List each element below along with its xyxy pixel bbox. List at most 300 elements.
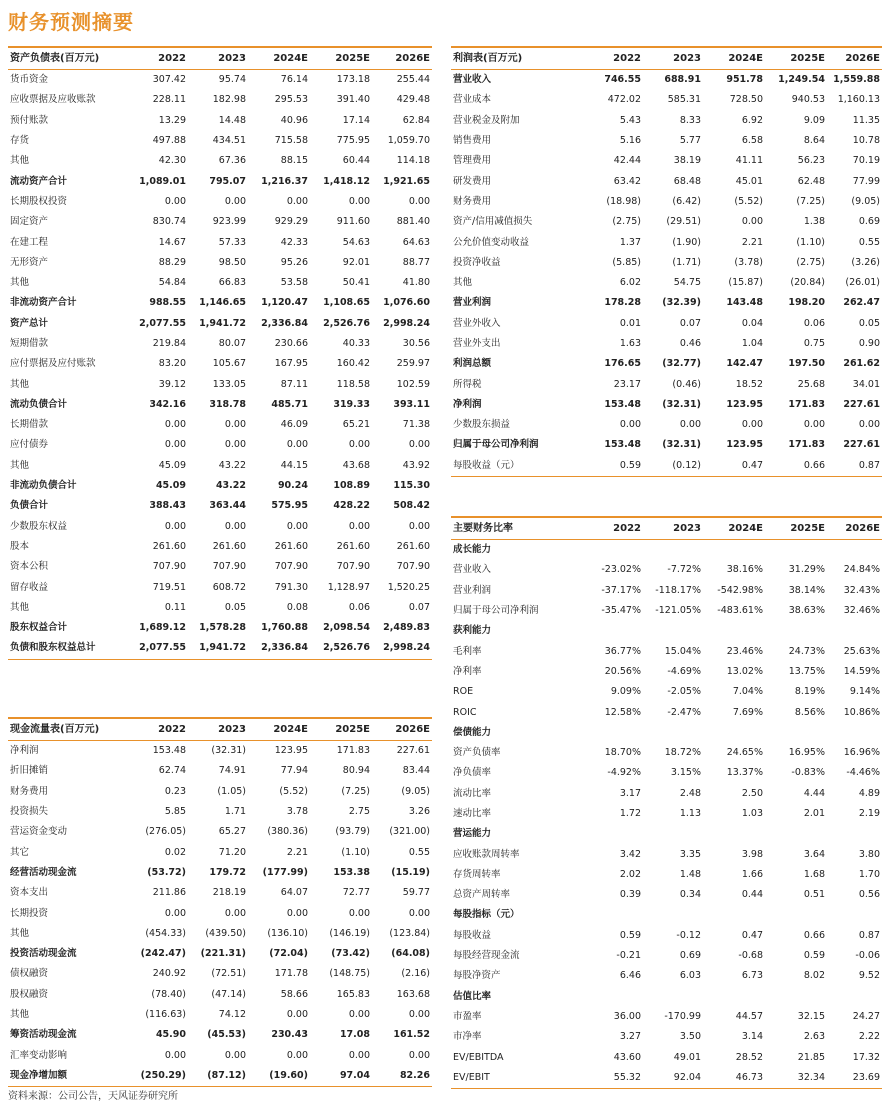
row-label: 其他 [10,601,30,613]
cell-value: 1,108.65 [323,297,370,309]
cell-value: 1.03 [741,808,763,819]
cell-value: 2.63 [803,1031,825,1043]
table-row [451,151,882,171]
cell-value: 0.00 [286,907,308,919]
table-row [451,601,882,621]
cell-value: 42.33 [280,236,308,248]
cell-value: 165.83 [336,988,370,1000]
table-row [8,964,432,984]
cell-value: 1,128.97 [327,581,370,593]
cell-value: 1,941.72 [199,317,246,329]
cell-value: 153.38 [333,866,370,878]
cell-value: 319.33 [333,398,370,410]
cell-value: 95.26 [280,256,308,268]
page-title: 财务预测摘要 [8,10,134,34]
cell-value: 5.16 [619,135,641,147]
cell-value: 6.92 [741,114,763,126]
cell-value: 4.44 [803,787,825,799]
row-label: 净利率 [453,665,482,677]
cell-value [827,621,882,641]
row-label: 营业利润 [453,584,492,596]
header-row [8,718,432,741]
row-label: 归属于母公司净利润 [453,439,539,451]
cell-value: 0.08 [286,601,308,613]
table-row [8,354,432,374]
cell-value: 43.22 [218,459,246,471]
cell-value: 74.12 [218,1009,246,1020]
table-header-title: 资产负债表(百万元) [8,47,128,70]
cell-value: 38.14% [788,584,825,596]
table-row [451,435,882,455]
table-row [8,985,432,1005]
cell-value: 105.67 [212,358,246,370]
cell-value [643,540,703,561]
cell-value: 0.59 [619,929,641,941]
cell-value: 83.44 [402,765,430,777]
cell-value: 0.34 [679,889,701,901]
table-row [451,621,882,641]
cell-value: 318.78 [209,398,246,410]
cell-value: 0.11 [164,601,186,613]
cell-value: 63.42 [613,175,641,187]
row-label: 营业收入 [453,74,492,86]
cell-value: 49.01 [673,1051,701,1063]
cell-value: (0.46) [672,378,701,390]
year-header: 2025E [765,47,827,70]
cell-value: (454.33) [145,927,186,939]
cell-value: 160.42 [336,358,370,370]
row-label: 所得税 [453,378,482,390]
table-row [8,70,432,91]
cell-value: (19.60) [269,1069,308,1081]
cell-value: 70.19 [852,155,880,167]
cell-value: 14.59% [843,665,880,677]
cell-value: 255.44 [396,74,430,86]
cell-value: 0.00 [164,907,186,919]
table-header-title: 主要财务比率 [451,517,577,540]
row-label: 非流动资产合计 [10,297,77,309]
table-row [451,662,882,682]
cell-value: (7.25) [796,195,825,207]
year-header: 2024E [248,47,310,70]
row-label: 估值比率 [453,990,492,1002]
cell-value: 161.52 [393,1029,430,1041]
table-row [8,577,432,597]
cell-value: 23.17 [613,378,641,390]
cell-value: 2,998.24 [383,317,430,329]
cell-value: 988.55 [149,297,186,309]
row-label: 营业利润 [453,297,492,309]
row-label: ROE [453,686,474,698]
row-label: 净负债率 [453,767,492,779]
cell-value [765,621,827,641]
cell-value: (15.87) [728,277,763,289]
cell-value: 1.04 [741,338,763,349]
cell-value: 0.00 [679,419,701,431]
cell-value [827,540,882,561]
row-label: 销售费用 [453,135,492,147]
cell-value: 795.07 [209,175,246,187]
cell-value: (32.39) [662,297,701,309]
table-row [451,865,882,885]
table-row [451,456,882,477]
cell-value: 54.84 [158,277,186,289]
cell-value [643,987,703,1007]
cell-value: 0.00 [348,520,370,532]
cell-value: 66.83 [218,277,246,289]
table-row [451,743,882,763]
cell-value: 1,249.54 [778,74,825,86]
row-label: 市净率 [453,1031,482,1043]
cell-value [643,905,703,925]
cell-value: 2.22 [858,1031,880,1043]
row-label: 其他 [10,1009,30,1020]
cell-value: 0.06 [803,317,825,329]
table-row [8,293,432,313]
cell-value: 23.46% [726,645,763,657]
table-row [8,273,432,293]
cell-value: 17.32 [852,1051,880,1063]
cell-value: 728.50 [729,94,763,106]
cell-value: 2,998.24 [383,642,430,654]
table-row [8,1025,432,1045]
row-label: 应付债券 [10,439,49,451]
cell-value: 1.48 [679,868,701,880]
cell-value: 56.23 [797,155,825,167]
cell-value: (5.85) [612,256,641,268]
cell-value: 0.00 [164,195,186,207]
cell-value: 575.95 [271,500,308,512]
cell-value: 227.61 [396,745,430,757]
cell-value: 13.02% [726,665,763,677]
cell-value: 21.85 [797,1051,825,1063]
cell-value [577,824,643,844]
cell-value: (5.52) [279,785,308,797]
cell-value: 923.99 [212,216,246,228]
cell-value: 87.11 [280,378,308,390]
source-note: 资料来源：公司公告，天风证券研究所 [8,1091,178,1102]
cell-value: 72.77 [342,887,370,899]
table-row [451,682,882,702]
cell-value: 16.96% [843,747,880,759]
table-row [8,111,432,131]
cell-value: (3.26) [851,256,880,268]
cell-value: 3.42 [619,848,641,860]
cell-value: 77.94 [280,765,308,777]
cell-value: 929.29 [274,216,308,228]
table-row [451,253,882,273]
cell-value: (26.01) [845,277,880,289]
cell-value: 0.75 [803,338,825,349]
cell-value: 0.00 [224,419,246,431]
cell-value: 46.73 [735,1071,763,1083]
cell-value: 5.77 [679,135,701,147]
row-label: 投资损失 [10,806,49,818]
cell-value: 1.37 [619,236,641,248]
cell-value: (6.42) [672,195,701,207]
cell-value: 1,160.13 [837,94,880,106]
cell-value: 13.29 [158,114,186,126]
cell-value: 14.48 [218,114,246,126]
cell-value: 1,520.25 [387,581,430,593]
cell-value: 715.58 [274,135,308,147]
year-header: 2022 [128,718,188,741]
cell-value: 3.50 [679,1031,701,1043]
cell-value: 0.00 [741,419,763,431]
cell-value: 0.47 [741,459,763,471]
cell-value: (0.12) [672,459,701,471]
cell-value: 171.83 [788,398,825,410]
year-header: 2026E [372,47,432,70]
cell-value: 1,689.12 [139,622,186,634]
row-label: 非流动负债合计 [10,480,77,492]
cell-value: 1.71 [224,806,246,818]
cell-value: 38.16% [726,564,763,576]
row-label: 利润总额 [453,358,492,370]
cell-value: 123.95 [726,439,763,451]
cell-value: 2,077.55 [139,642,186,654]
cell-value [643,824,703,844]
cell-value: -170.99 [664,1010,701,1022]
table-row [451,334,882,354]
cell-value [703,723,765,743]
table-row [451,966,882,986]
row-label: 汇率变动影响 [10,1049,68,1061]
table-row [451,131,882,151]
cell-value: 32.43% [843,584,880,596]
cell-value: 71.20 [218,846,246,858]
cell-value: 3.35 [679,848,701,860]
table-row [451,1027,882,1047]
cell-value: 13.75% [788,665,825,677]
table-row [8,598,432,618]
cell-value: 0.00 [224,907,246,919]
cell-value: (2.16) [401,968,430,980]
cell-value: -23.02% [601,564,641,576]
table-row [451,111,882,131]
cell-value: 0.66 [803,459,825,471]
table-row [451,540,882,561]
cell-value: 0.00 [224,439,246,451]
table-row [451,641,882,661]
cell-value: 198.20 [788,297,825,309]
table-row [451,70,882,91]
cell-value: 1,076.60 [383,297,430,309]
cell-value: 3.26 [408,806,430,818]
cell-value: 2,526.76 [323,317,370,329]
row-label: 管理费用 [453,155,492,167]
cell-value: 3.64 [803,848,825,860]
cell-value: 940.53 [791,94,825,106]
cell-value: (276.05) [145,826,186,838]
cell-value: 219.84 [152,338,186,349]
cell-value: (9.05) [401,785,430,797]
cell-value: (1.10) [796,236,825,248]
cell-value: 71.38 [402,419,430,431]
cell-value: 143.48 [726,297,763,309]
cell-value: 28.52 [735,1051,763,1063]
cell-value [827,723,882,743]
row-label: 资产负债率 [453,747,501,759]
cell-value: 67.36 [218,155,246,167]
cell-value: 25.68 [797,378,825,390]
row-label: 其他 [10,277,30,289]
row-label: 少数股东损益 [453,419,511,431]
cell-value: (32.31) [211,745,246,757]
row-label: 长期股权投资 [10,195,68,207]
cell-value: 6.73 [741,970,763,982]
cell-value: 44.57 [735,1010,763,1022]
cell-value: 60.44 [342,155,370,167]
table-row [451,804,882,824]
cell-value: 18.70% [604,747,641,759]
table-row [451,926,882,946]
row-label: 速动比率 [453,808,492,819]
cell-value: 31.29% [788,564,825,576]
cell-value: 0.00 [224,520,246,532]
row-label: 资产总计 [10,317,49,329]
cell-value: 0.07 [408,601,430,613]
cell-value: 25.63% [843,645,880,657]
cell-value: 118.58 [336,378,370,390]
row-label: 留存收益 [10,581,49,593]
cell-value: 24.84% [843,564,880,576]
cell-value: 18.72% [664,747,701,759]
cell-value: 45.01 [735,175,763,187]
cell-value: 1,559.88 [833,74,880,86]
cell-value: 1,120.47 [261,297,308,309]
table-row [8,741,432,762]
row-label: 获利能力 [453,625,492,637]
cell-value: 0.00 [348,439,370,451]
cell-value: 24.27 [852,1010,880,1022]
cell-value: 9.52 [858,970,880,982]
year-header: 2022 [577,47,643,70]
cell-value: (29.51) [666,216,701,228]
cell-value: (15.19) [391,866,430,878]
table-row [8,517,432,537]
cell-value: 6.58 [741,135,763,147]
cell-value: 65.21 [342,419,370,431]
cell-value: -483.61% [717,605,763,617]
cell-value: 0.44 [741,889,763,901]
cell-value: 0.87 [858,929,880,941]
cell-value: 1.72 [619,808,641,819]
cell-value: -37.17% [601,584,641,596]
cell-value: (2.75) [612,216,641,228]
table-row [451,293,882,313]
cell-value: 62.74 [158,765,186,777]
row-label: 毛利率 [453,645,482,657]
cell-value: (136.10) [267,927,308,939]
cell-value: 34.01 [852,378,880,390]
row-label: 归属于母公司净利润 [453,605,539,617]
row-label: 营业外支出 [453,338,501,349]
cell-value [703,621,765,641]
cell-value: (1.10) [341,846,370,858]
table-row [451,824,882,844]
cell-value: 92.01 [342,256,370,268]
cell-value: 0.00 [286,1009,308,1020]
cell-value: 54.63 [342,236,370,248]
table-row [451,273,882,293]
cell-value: 0.00 [348,1009,370,1020]
cell-value: 2,098.54 [323,622,370,634]
cell-value: 50.41 [342,277,370,289]
row-label: 财务费用 [10,785,49,797]
row-label: 长期借款 [10,419,49,431]
cell-value: 3.98 [741,848,763,860]
cell-value: 775.95 [336,135,370,147]
table-row [451,946,882,966]
cell-value: 102.59 [396,378,430,390]
cell-value: 153.48 [604,439,641,451]
cell-value: (2.75) [796,256,825,268]
balance-sheet-table [8,46,432,660]
header-row [8,47,432,70]
cell-value: 90.24 [277,480,308,492]
cell-value: 36.77% [604,645,641,657]
cell-value: 262.47 [843,297,880,309]
cell-value: 74.91 [218,765,246,777]
cell-value: 8.19% [794,686,825,698]
cell-value [827,824,882,844]
cell-value: -7.72% [667,564,701,576]
table-row [8,232,432,252]
year-header: 2025E [310,718,372,741]
row-label: 固定资产 [10,216,49,228]
cell-value: (321.00) [389,826,430,838]
cell-value: 57.33 [218,236,246,248]
cell-value: 508.42 [393,500,430,512]
cell-value: (73.42) [331,948,370,960]
cell-value: (20.84) [790,277,825,289]
row-label: 流动负债合计 [10,398,68,410]
cell-value: -0.68 [738,950,763,962]
table-row [8,334,432,354]
cell-value: 0.87 [858,459,880,471]
cell-value: -4.46% [846,767,880,779]
table-row [8,1005,432,1025]
cell-value: 0.00 [803,419,825,431]
cell-value: 133.05 [212,378,246,390]
cell-value: 171.83 [336,745,370,757]
cell-value: 0.23 [164,785,186,797]
table-row [451,844,882,864]
cell-value: 6.03 [679,970,701,982]
cell-value: 40.96 [280,114,308,126]
row-label: 资本公积 [10,561,49,573]
table-row [8,314,432,334]
cell-value: 68.48 [673,175,701,187]
table-header-title: 现金流量表(百万元) [8,718,128,741]
cell-value: 179.72 [209,866,246,878]
cell-value: 1.63 [619,338,641,349]
cell-value: 0.05 [858,317,880,329]
cell-value: (72.51) [211,968,246,980]
row-label: 少数股东权益 [10,520,68,532]
cell-value: 43.22 [215,480,246,492]
cell-value: -0.21 [616,950,641,962]
cell-value: 0.01 [619,317,641,329]
cell-value: 342.16 [149,398,186,410]
table-row [8,944,432,964]
row-label: 预付账款 [10,114,49,126]
cell-value: 82.26 [399,1069,430,1081]
cell-value: 16.95% [788,747,825,759]
cell-value: 0.07 [679,317,701,329]
cell-value: 153.48 [604,398,641,410]
